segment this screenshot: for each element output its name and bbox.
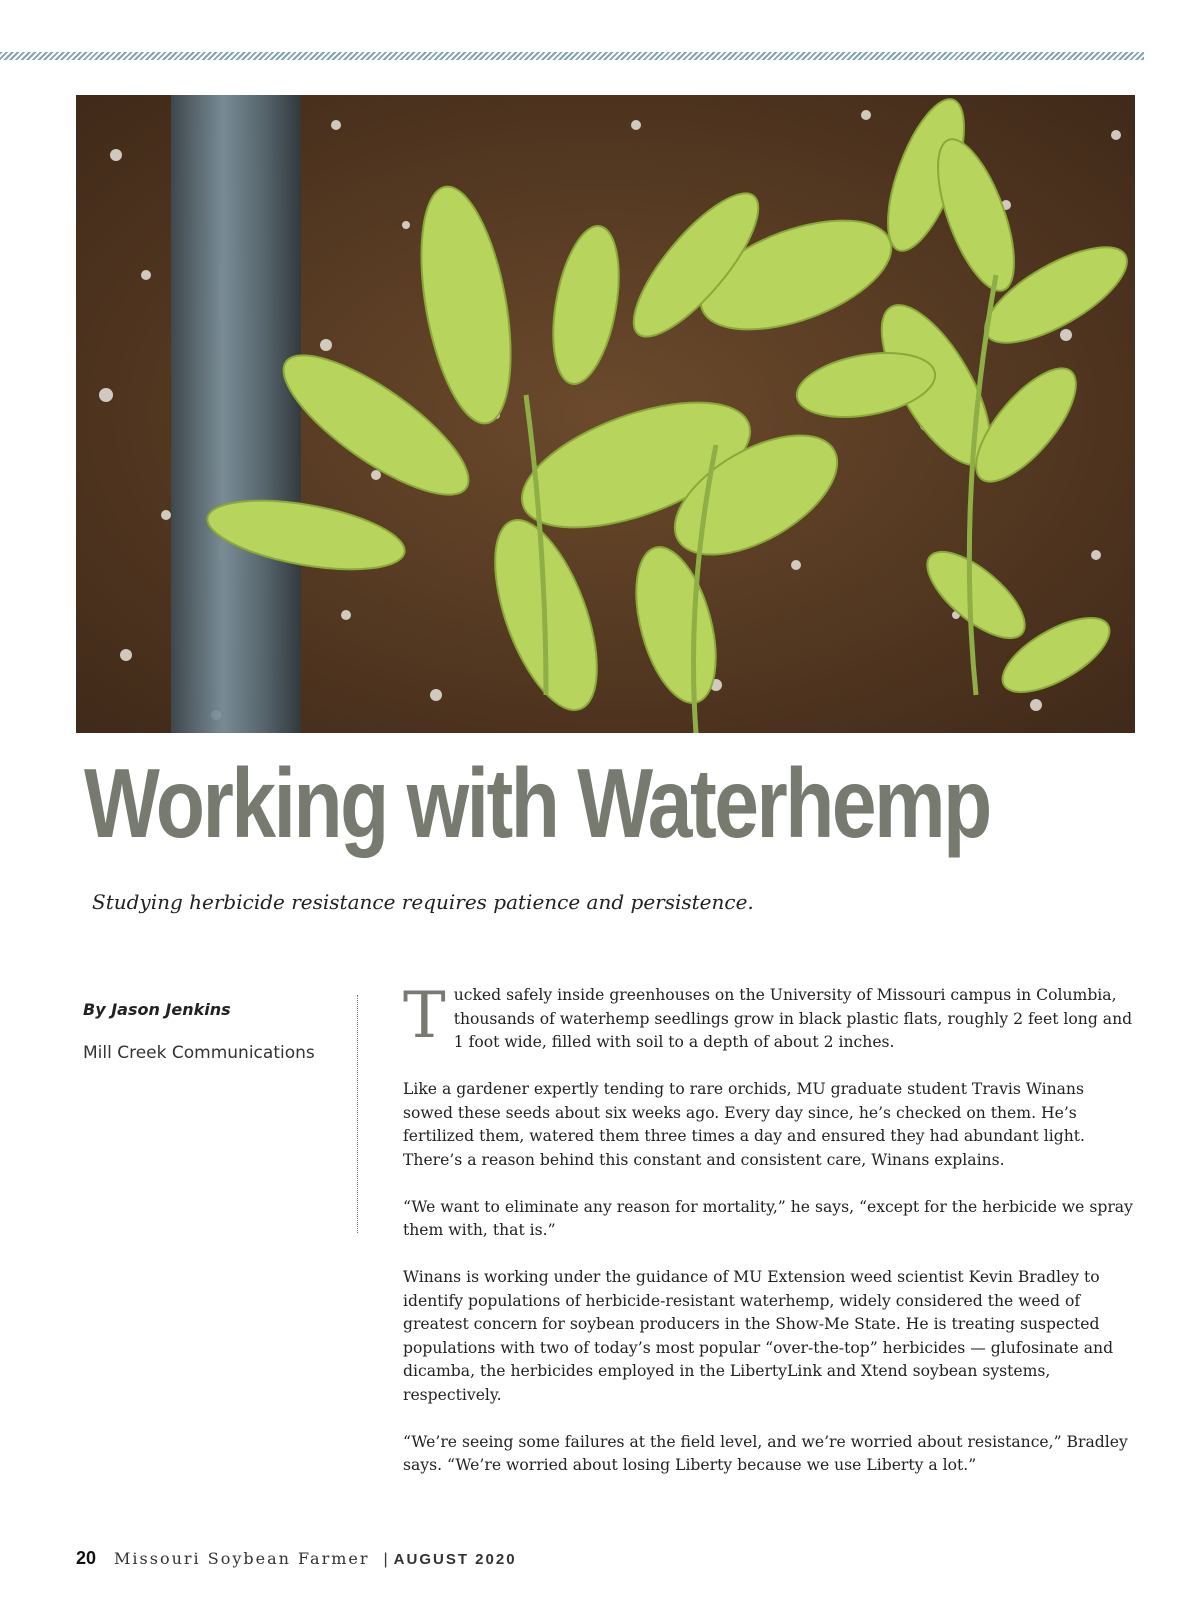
author-name: By Jason Jenkins [83,1000,231,1019]
drop-cap: T [403,979,446,1053]
paragraph-1 [403,979,1133,1055]
seedlings-illustration [76,95,1135,733]
page-footer [76,1548,517,1569]
footer-separator: | [383,1551,388,1568]
hero-photo-waterhemp-seedlings [76,95,1135,733]
page-number: 20 [76,1548,97,1568]
paragraph-1-text: ucked safely inside greenhouses on the University of Missouri campus in Columbia, thousands of waterhemp seedlings grow in black plastic flats, roughly 2 feet long and 1 foot wide, filled with soil to a depth of about 2 inches. [453,986,1133,1051]
paragraph-3: “We want to eliminate any reason for mortality,” he says, “except for the herbicide we spray them with, that is.” [403,1197,1133,1239]
column-divider [357,995,358,1233]
author-organization: Mill Creek Communications [83,1043,315,1063]
issue-date: AUGUST 2020 [393,1551,517,1568]
article-subtitle: Studying herbicide resistance requires patience and persistence. [92,890,754,914]
paragraph-5: “We’re seeing some failures at the field level, and we’re worried about resistance,” Bradley says. “We’re worried about losing Liberty because we use Liberty a lot.” [403,1432,1128,1474]
article-body [403,979,1133,1501]
article-title: Working with Waterhemp [84,748,990,858]
paragraph-2: Like a gardener expertly tending to rare orchids, MU graduate student Travis Winans sowed these seeds about six weeks ago. Every day since, he’s checked on them. He’s fertilized them, watered them three times a day and ensured they had abundant light. There’s a reason behind this constant and consistent care, Winans explains. [403,1080,1085,1169]
paragraph-4: Winans is working under the guidance of MU Extension weed scientist Kevin Bradley to identify populations of herbicide-resistant waterhemp, widely considered the weed of greatest concern for soybean producers in the Show-Me State. He is treating suspected populations with two of today’s most popular “over-the-top” herbicides — glufosinate and dicamba, the herbicides employed in the LibertyLink and Xtend soybean systems, respectively. [403,1268,1114,1404]
top-decorative-stripe [0,52,1144,60]
magazine-name: Missouri Soybean Farmer [114,1549,370,1568]
byline [83,1000,343,1063]
